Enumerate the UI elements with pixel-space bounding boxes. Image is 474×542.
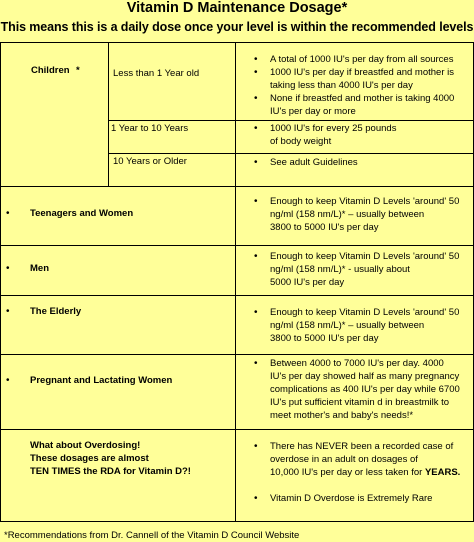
bullet-icon: •	[6, 306, 10, 317]
bullet-icon: •	[254, 54, 258, 65]
dose-line: Enough to keep Vitamin D Levels 'around' 50	[270, 251, 460, 262]
dose-line: IU's put sufficient vitamin d in breastmilk to	[270, 397, 450, 408]
overdose-rare-note: Vitamin D Overdose is Extremely Rare	[270, 493, 433, 504]
overdose-question-line: TEN TIMES the RDA for Vitamin D?!	[30, 466, 191, 477]
dose-line: 1000 IU's for every 25 pounds	[270, 123, 397, 134]
dose-line: ng/ml (158 nm/L)* – usually between	[270, 209, 425, 220]
table-bottom-border	[0, 521, 474, 522]
dose-line: ng/ml (158 nm/L)* – usually between	[270, 320, 425, 331]
dose-line: IU's per day or more	[270, 106, 356, 117]
page-title: Vitamin D Maintenance Dosage*	[126, 0, 348, 16]
dose-line: of body weight	[270, 136, 332, 147]
overdose-question-line: These dosages are almost	[30, 453, 149, 464]
dose-line	[270, 466, 460, 479]
teen-label: Teenagers and Women	[30, 208, 134, 219]
dose-line: A total of 1000 IU's per day from all sources	[270, 54, 454, 65]
elderly-label-cell	[0, 295, 235, 354]
age-label-10-plus: 10 Years or Older	[113, 156, 187, 167]
dose-line: 3800 to 5000 IU's per day	[270, 333, 379, 344]
bullet-icon: •	[254, 251, 258, 262]
dose-line-emphasis: YEARS.	[424, 467, 461, 478]
dose-line: taking less than 4000 IU's per day	[270, 80, 413, 91]
children-label: Children	[31, 65, 70, 76]
bullet-icon: •	[254, 196, 258, 207]
bullet-icon: •	[6, 263, 10, 274]
dose-line: See adult Guidelines	[270, 157, 358, 168]
bullet-icon: •	[6, 208, 10, 219]
page-subtitle: This means this is a daily dose once your level is within the recommended levels	[0, 20, 474, 34]
bullet-icon: •	[254, 307, 258, 318]
bullet-icon: •	[254, 157, 258, 168]
men-label: Men	[30, 263, 49, 274]
bullet-icon: •	[254, 67, 258, 78]
dose-line: None if breastfed and mother is taking 4000	[270, 93, 455, 104]
pregnant-label: Pregnant and Lactating Women	[30, 375, 173, 386]
children-age-cell-under-1	[108, 42, 235, 120]
bullet-icon: •	[254, 358, 258, 369]
bullet-icon: •	[254, 123, 258, 134]
dose-line: 5000 IU's per day	[270, 277, 345, 288]
dose-line: ng/ml (158 nm/L)* - usually about	[270, 264, 410, 275]
pregnant-label-cell	[0, 354, 235, 429]
dose-line: 1000 IU's per day if breastfed and mother is	[270, 67, 454, 78]
bullet-icon: •	[254, 93, 258, 104]
dose-line: IU's per day showed half as many pregnancy	[270, 371, 460, 382]
dose-line: Enough to keep Vitamin D Levels 'around' 50	[270, 307, 460, 318]
dose-line: overdose in an adult on dosages of	[270, 454, 418, 465]
children-asterisk: *	[76, 65, 80, 76]
children-label-cell	[0, 42, 108, 186]
bullet-icon: •	[6, 375, 10, 386]
footer-note: *Recommendations from Dr. Cannell of the Vitamin D Council Website	[4, 530, 300, 541]
dose-line: There has NEVER been a recorded case of	[270, 441, 454, 452]
elderly-label: The Elderly	[30, 306, 82, 317]
overdose-question-line: What about Overdosing!	[30, 440, 141, 451]
dose-line: complications as 400 IU's per day while 6700	[270, 384, 460, 395]
bullet-icon: •	[254, 493, 258, 504]
dose-line: meet mother's and baby's needs!*	[270, 410, 414, 421]
dose-line: 3800 to 5000 IU's per day	[270, 222, 379, 233]
age-label-under-1: Less than 1 Year old	[113, 68, 200, 79]
dose-line: Enough to keep Vitamin D Levels 'around' 50	[270, 196, 460, 207]
dose-line: Between 4000 to 7000 IU's per day. 4000	[270, 358, 444, 369]
bullet-icon: •	[254, 441, 258, 452]
dose-line-start: 10,000 IU's per day or less taken for	[270, 467, 425, 478]
age-label-1-10: 1 Year to 10 Years	[111, 123, 189, 134]
